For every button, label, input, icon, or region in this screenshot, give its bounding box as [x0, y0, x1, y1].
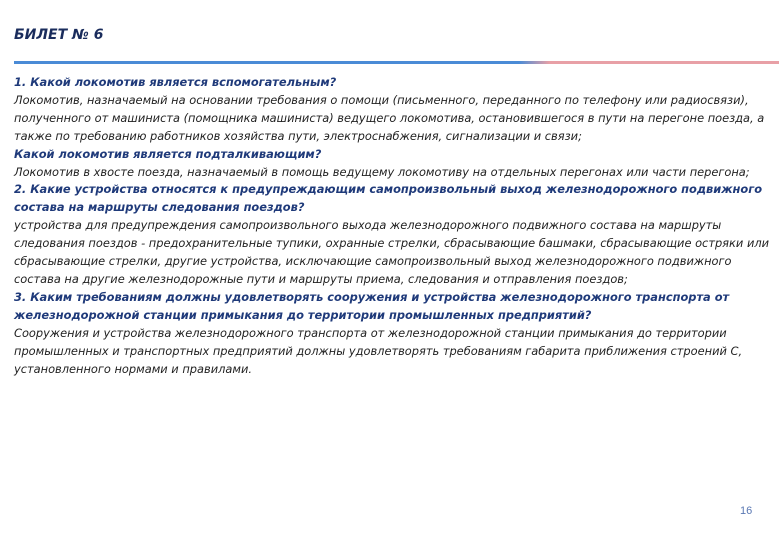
answer-3: Сооружения и устройства железнодорожного транспорта от железнодорожной станции примыкания до территории промышленных и транспортных предприятий должны удовлетворять требованиям габарита приближения строений С, установленного нормами и правилами.: [14, 325, 743, 376]
ticket-content: [14, 74, 770, 378]
answer-1b: Локомотив в хвосте поезда, назначаемый в помощь ведущему локомотиву на отдельных перегонах или части перегона;: [14, 164, 750, 179]
question-1b: Какой локомотив является подталкивающим?: [14, 146, 322, 161]
answer-2: устройства для предупреждения самопроизвольного выхода железнодорожного подвижного состава на маршруты следования поездов - предохранительные тупики, охранные стрелки, сбрасывающие башмаки, сбрасывающие остряки или сбрасывающие стрелки, другие устройства, исключающие самопроизвольный выход железнодорожного подвижного состава на другие железнодорожные пути и маршруты приема, следования и отправления поездов;: [14, 218, 770, 286]
question-1: 1. Какой локомотив является вспомогательным?: [14, 75, 337, 89]
answer-1: Локомотив, назначаемый на основании требования о помощи (письменного, переданного по телефону или радиосвязи), полученного от машиниста (помощника машиниста) ведущего локомотива, остановившегося в пути на перегоне поезда, а также по требованию работников хозяйства пути, электроснабжения, сигнализации и связи;: [14, 92, 765, 143]
question-3: 3. Каким требованиям должны удовлетворять сооружения и устройства железнодорожного транспорта от железнодорожной станции примыкания до территории промышленных предприятий?: [14, 289, 730, 322]
header-divider: [14, 61, 779, 64]
question-2: 2. Какие устройства относятся к предупреждающим самопроизвольный выход железнодорожного подвижного состава на маршруты следования поездов?: [14, 182, 763, 215]
ticket-title: БИЛЕТ № 6: [14, 27, 104, 43]
page-number: 16: [740, 505, 753, 517]
